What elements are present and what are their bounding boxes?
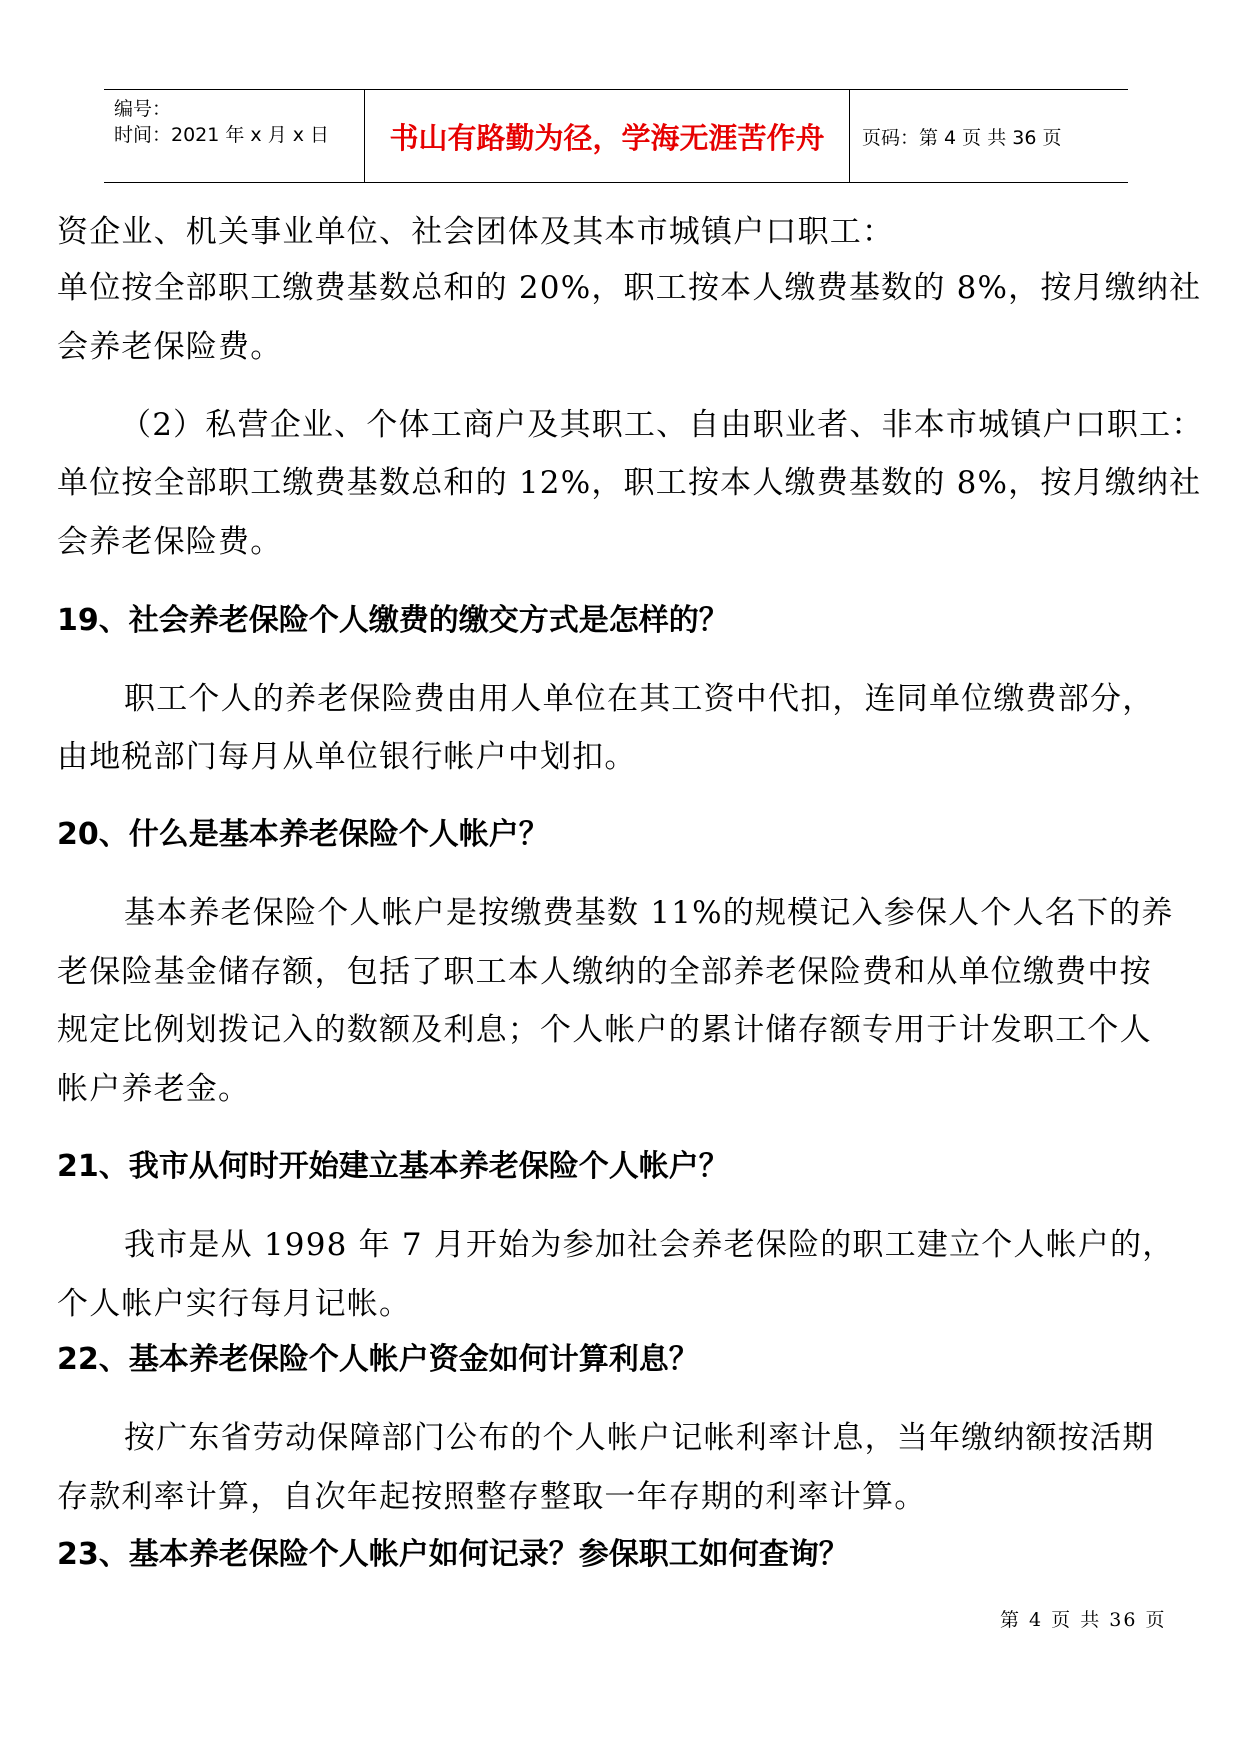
header-number-label: 编号： (114, 98, 172, 120)
header-time-label: 时间：2021 年 x 月 x 日 (114, 124, 330, 146)
page-footer: 第 4 页 共 36 页 (1000, 1609, 1167, 1631)
body-line: 会养老保险费。 (57, 524, 283, 560)
body-line: 会养老保险费。 (57, 329, 283, 365)
answer-19-line: 职工个人的养老保险费由用人单位在其工资中代扣，连同单位缴费部分， (124, 681, 1155, 717)
header-page-code: 页码：第 4 页 共 36 页 (862, 126, 1062, 149)
page-header (104, 89, 1128, 183)
body-line: 单位按全部职工缴费基数总和的 12%，职工按本人缴费基数的 8%，按月缴纳社 (57, 465, 1202, 501)
question-20-heading: 20、什么是基本养老保险个人帐户？ (57, 817, 549, 852)
body-line: （2）私营企业、个体工商户及其职工、自由职业者、非本市城镇户口职工： (120, 407, 1204, 443)
body-line: 资企业、机关事业单位、社会团体及其本市城镇户口职工： (57, 214, 895, 250)
answer-22-line: 存款利率计算，自次年起按照整存整取一年存期的利率计算。 (57, 1479, 927, 1515)
answer-21-line: 个人帐户实行每月记帐。 (57, 1286, 412, 1322)
body-line: 单位按全部职工缴费基数总和的 20%，职工按本人缴费基数的 8%，按月缴纳社 (57, 270, 1202, 306)
answer-20-line: 老保险基金储存额，包括了职工本人缴纳的全部养老保险费和从单位缴费中按 (57, 954, 1152, 990)
question-23-heading: 23、基本养老保险个人帐户如何记录？参保职工如何查询？ (57, 1537, 849, 1572)
header-meta (104, 90, 364, 182)
question-21-heading: 21、我市从何时开始建立基本养老保险个人帐户？ (57, 1149, 729, 1184)
answer-20-line: 帐户养老金。 (57, 1071, 251, 1107)
question-22-heading: 22、基本养老保险个人帐户资金如何计算利息？ (57, 1342, 699, 1377)
answer-19-line: 由地税部门每月从单位银行帐户中划扣。 (57, 739, 637, 775)
question-19-heading: 19、社会养老保险个人缴费的缴交方式是怎样的？ (57, 603, 729, 638)
answer-22-line: 按广东省劳动保障部门公布的个人帐户记帐利率计息，当年缴纳额按活期 (124, 1420, 1155, 1456)
answer-20-line: 基本养老保险个人帐户是按缴费基数 11%的规模记入参保人个人名下的养 (124, 895, 1174, 931)
header-slogan: 书山有路勤为径，学海无涯苦作舟 (364, 90, 850, 182)
answer-21-line: 我市是从 1998 年 7 月开始为参加社会养老保险的职工建立个人帐户的， (124, 1227, 1175, 1263)
answer-20-line: 规定比例划拨记入的数额及利息；个人帐户的累计储存额专用于计发职工个人 (57, 1012, 1152, 1048)
